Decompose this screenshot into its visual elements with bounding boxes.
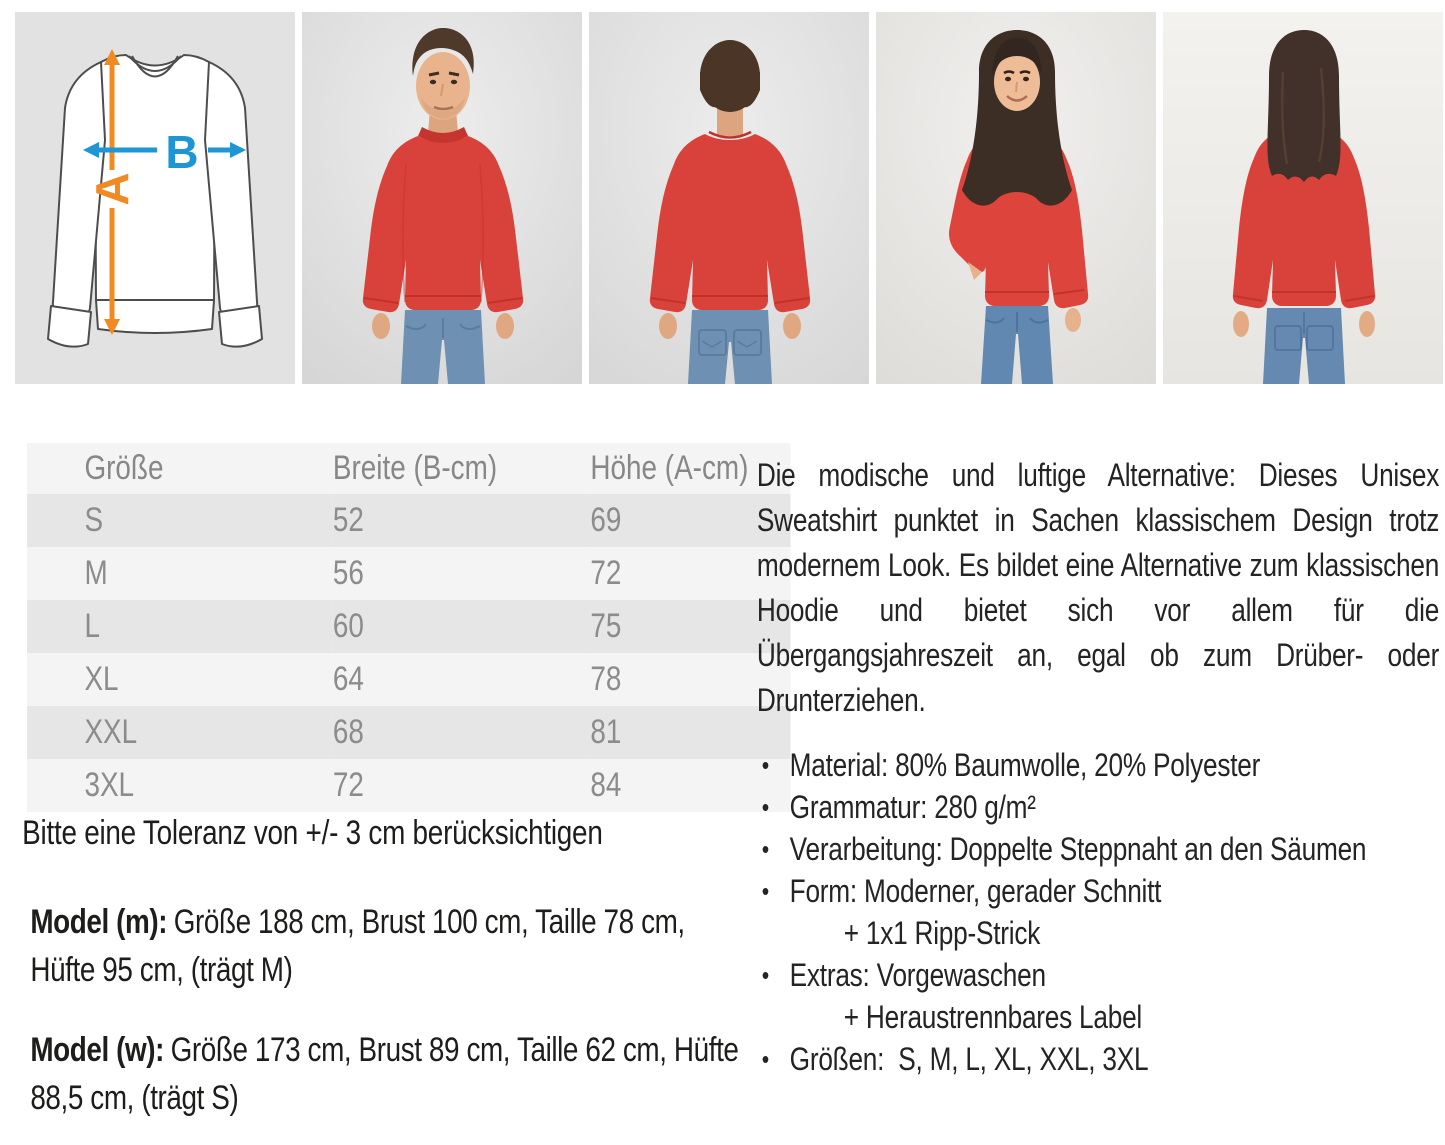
woman-front-photo-illustration [876,12,1156,384]
model-male-label: Model (m): [30,903,168,941]
feature-form-continuation: + 1x1 Ripp-Strick [843,915,1041,951]
feature-material: • Material: 80% Baumwolle, 20% Polyester [757,744,1445,786]
feature-grammatur: • Grammatur: 280 g/m² [757,786,1445,828]
height-arrow-label: A [86,172,138,206]
size-table-header-row [27,443,790,494]
feature-extras: • Extras: Vorgewaschen [757,954,1445,996]
size-diagram-image [15,12,295,384]
bullet-icon: • [761,750,770,780]
model-female-details: Größe 173 cm, Brust 89 cm, Taille 62 cm, Hüfte 88,5 cm, (trägt S) [30,1031,739,1117]
bullet-icon: • [761,960,770,990]
width-arrow-label: B [165,126,199,178]
table-row-l: L 60 75 [27,600,790,653]
size-table [27,443,790,812]
table-row-xxl: XXL 68 81 [27,706,790,759]
product-image-gallery [15,12,1443,384]
face [992,38,1042,111]
col-header-groesse: Größe [27,443,332,494]
hair [1267,30,1340,182]
man-front-photo-illustration [302,12,582,384]
woman-back-photo-illustration [1163,12,1443,384]
table-row-xl: XL 64 78 [27,653,790,706]
sweatshirt-outline [48,55,262,347]
model-female-label: Model (w): [30,1031,165,1069]
feature-groessen: • Größen: S, M, L, XL, XXL, 3XL [757,1038,1445,1080]
model-male-details: Größe 188 cm, Brust 100 cm, Taille 78 cm, Hüfte 95 cm, (trägt M) [30,903,685,989]
model-info-female [30,1026,745,1122]
product-description: Die modische und luftige Alternative: Dieses Unisex Sweatshirt punktet in Sachen klassischem Design trotz modernem Look. Es bildet eine Alternative zum klassischen Hoodie und bietet sich vor allem für die Übergangsjahreszeit an, egal ob zum Drüber- oder Drunterziehen. [756,457,1440,718]
table-row-3xl: 3XL 72 84 [27,759,790,812]
bullet-icon: • [761,792,770,822]
bullet-icon: • [761,876,770,906]
table-row-s: S 52 69 [27,494,790,547]
hand [1065,308,1081,332]
table-row-m: M 56 72 [27,547,790,600]
size-diagram-panel [15,12,295,384]
col-header-hoehe: Höhe (A-cm) [590,443,791,494]
col-header-breite: Breite (B-cm) [332,443,589,494]
man-back-photo-illustration [589,12,869,384]
bullet-icon: • [761,1044,770,1074]
model-info-male [30,898,745,994]
details-section [0,430,1445,1145]
feature-form: • Form: Moderner, gerader Schnitt [757,870,1445,912]
feature-verarbeitung: • Verarbeitung: Doppelte Steppnaht an den Säumen [757,828,1445,870]
tolerance-note: Bitte eine Toleranz von +/- 3 cm berücksichtigen [22,814,603,852]
photo-woman-back [1163,12,1443,384]
feature-list [757,744,1445,1080]
photo-man-front [302,12,582,384]
feature-extras-continuation: + Heraustrennbares Label [843,999,1143,1035]
photo-woman-front [876,12,1156,384]
bullet-icon: • [761,834,770,864]
photo-man-back [589,12,869,384]
